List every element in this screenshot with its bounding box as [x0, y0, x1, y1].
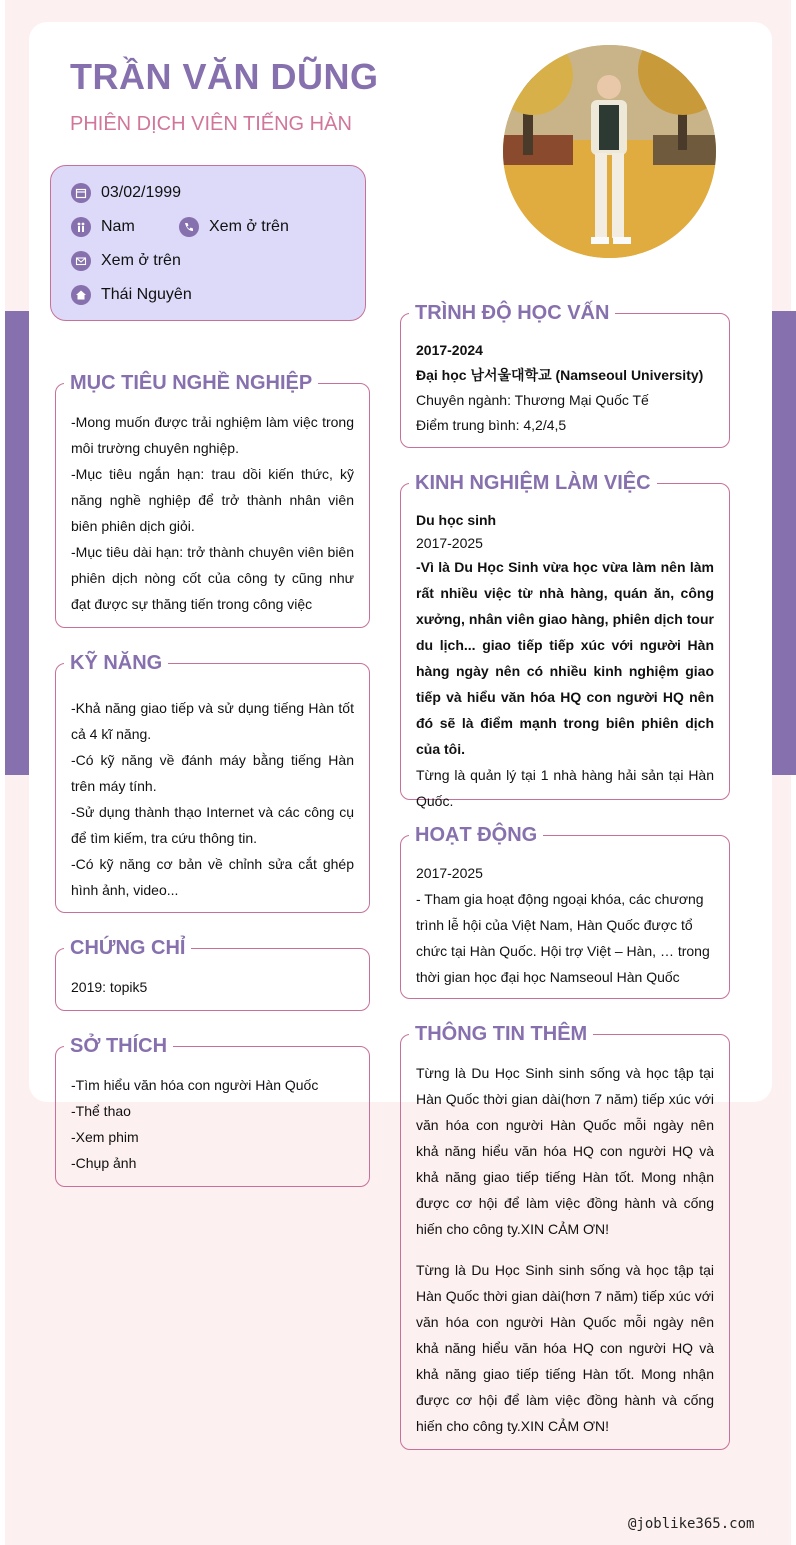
calendar-icon [71, 183, 91, 203]
experience-body [416, 508, 714, 814]
left-accent-band [5, 311, 29, 775]
objective-section [55, 372, 370, 628]
contact-email [71, 251, 181, 271]
gender-value: Nam [101, 218, 135, 235]
skills-section [55, 652, 370, 913]
hobbies-section [55, 1035, 370, 1187]
activities-title: HOẠT ĐỘNG [409, 822, 543, 848]
skills-line: -Có kỹ năng cơ bản về chỉnh sửa cắt ghép hình ảnh, video... [71, 856, 354, 898]
objective-line: -Mục tiêu dài hạn: trở thành chuyên viên biên phiên dịch nòng cốt của công ty cũng như đạt được sự thăng tiến trong công việc [71, 544, 354, 612]
certificates-body [71, 974, 354, 1000]
experience-highlight: -Vì là Du Học Sinh vừa học vừa làm nên làm rất nhiều việc từ nhà hàng, quán ăn, công xưởng, nhân viên giao hàng, phiên dịch tour du lịch... giao tiếp tiếp xúc với người Hàn hàng ngày nên có nhiều kinh nghiệm giao tiếp và hiểu văn hóa HQ con người HQ nên đó sẽ là điểm mạnh trong biên phiên dịch của tôi. [416, 559, 714, 757]
objective-line: -Mong muốn được trải nghiệm làm việc trong môi trường chuyên nghiệp. [71, 414, 354, 456]
hobby-line: -Thể thao [71, 1103, 131, 1119]
education-body [416, 338, 714, 438]
email-value: Xem ở trên [101, 252, 181, 269]
education-school: Đại học 남서울대학교 (Namseoul University) [416, 367, 704, 383]
contact-birthday [71, 183, 181, 203]
skills-line: -Khả năng giao tiếp và sử dụng tiếng Hàn tốt cả 4 kĩ năng. [71, 700, 354, 742]
activities-body [416, 860, 714, 990]
education-gpa: Điểm trung bình: 4,2/4,5 [416, 417, 567, 433]
objective-title: MỤC TIÊU NGHỀ NGHIỆP [64, 370, 318, 396]
experience-note: Từng là quản lý tại 1 nhà hàng hải sản tại Hàn Quốc. [416, 767, 714, 809]
objective-line: -Mục tiêu ngắn hạn: trau dồi kiến thức, kỹ năng nghề nghiệp để trở thành nhân viên biên phiên dịch giỏi. [71, 466, 354, 534]
phone-icon [179, 217, 199, 237]
address-value: Thái Nguyên [101, 286, 192, 303]
birthday-value: 03/02/1999 [101, 184, 182, 201]
experience-title: KINH NGHIỆM LÀM VIỆC [409, 470, 657, 496]
phone-value: Xem ở trên [209, 218, 289, 235]
certificates-section [55, 937, 370, 1011]
more-info-body [416, 1060, 714, 1439]
hobbies-body [71, 1072, 354, 1176]
certificates-title: CHỨNG CHỈ [64, 935, 191, 961]
hobby-line: -Tìm hiểu văn hóa con người Hàn Quốc [71, 1077, 319, 1093]
more-info-paragraph: Từng là Du Học Sinh sinh sống và học tập tại Hàn Quốc thời gian dài(hơn 7 năm) tiếp xúc với văn hóa con người Hàn Quốc mỗi ngày nên khả năng hiểu văn hóa HQ con người HQ và khả năng giao tiếp tiếng Hàn tốt. Mong nhận được cơ hội để làm việc đồng hành và cống hiến cho công ty.XIN CẢM ƠN! [416, 1262, 714, 1434]
skills-title: KỸ NĂNG [64, 650, 168, 676]
gender-icon [71, 217, 91, 237]
skills-body [71, 695, 354, 903]
contact-gender [71, 217, 135, 237]
objective-body [71, 409, 354, 617]
contact-box [50, 165, 366, 321]
experience-section [400, 472, 730, 809]
mail-icon [71, 251, 91, 271]
education-major: Chuyên ngành: Thương Mại Quốc Tế [416, 392, 649, 408]
home-icon [71, 285, 91, 305]
education-period: 2017-2024 [416, 342, 483, 358]
avatar-photo [503, 45, 716, 258]
hobby-line: -Chụp ảnh [71, 1155, 137, 1171]
experience-period: 2017-2025 [416, 535, 483, 551]
more-info-paragraph: Từng là Du Học Sinh sinh sống và học tập tại Hàn Quốc thời gian dài(hơn 7 năm) tiếp xúc với văn hóa con người Hàn Quốc mỗi ngày nên khả năng hiểu văn hóa HQ con người HQ và khả năng giao tiếp tiếng Hàn tốt. Mong nhận được cơ hội để làm việc đồng hành và cống hiến cho công ty.XIN CẢM ƠN! [416, 1065, 714, 1237]
right-accent-band [772, 311, 796, 775]
activities-period: 2017-2025 [416, 865, 483, 881]
contact-address [71, 285, 192, 305]
skills-line: -Sử dụng thành thạo Internet và các công cụ để tìm kiếm, tra cứu thông tin. [71, 804, 354, 846]
education-title: TRÌNH ĐỘ HỌC VẤN [409, 300, 615, 326]
education-section [400, 302, 730, 448]
candidate-name: TRẦN VĂN DŨNG [70, 56, 379, 97]
experience-position: Du học sinh [416, 512, 497, 528]
more-info-section [400, 1023, 730, 1450]
candidate-role: PHIÊN DỊCH VIÊN TIẾNG HÀN [70, 113, 352, 135]
activities-text: - Tham gia hoạt động ngoại khóa, các chương trình lễ hội của Việt Nam, Hàn Quốc được tổ chức tại Hàn Quốc. Hội trợ Việt – Hàn, … trong thời gian học đại học Namseoul Hàn Quốc [416, 891, 710, 985]
skills-line: -Có kỹ năng về đánh máy bằng tiếng Hàn trên máy tính. [71, 752, 354, 794]
hobbies-title: SỞ THÍCH [64, 1033, 173, 1059]
watermark: @joblike365.com [628, 1516, 755, 1532]
more-info-title: THÔNG TIN THÊM [409, 1021, 593, 1047]
certificate-line: 2019: topik5 [71, 979, 148, 995]
activities-section [400, 824, 730, 999]
hobby-line: -Xem phim [71, 1129, 139, 1145]
contact-phone [179, 217, 289, 237]
